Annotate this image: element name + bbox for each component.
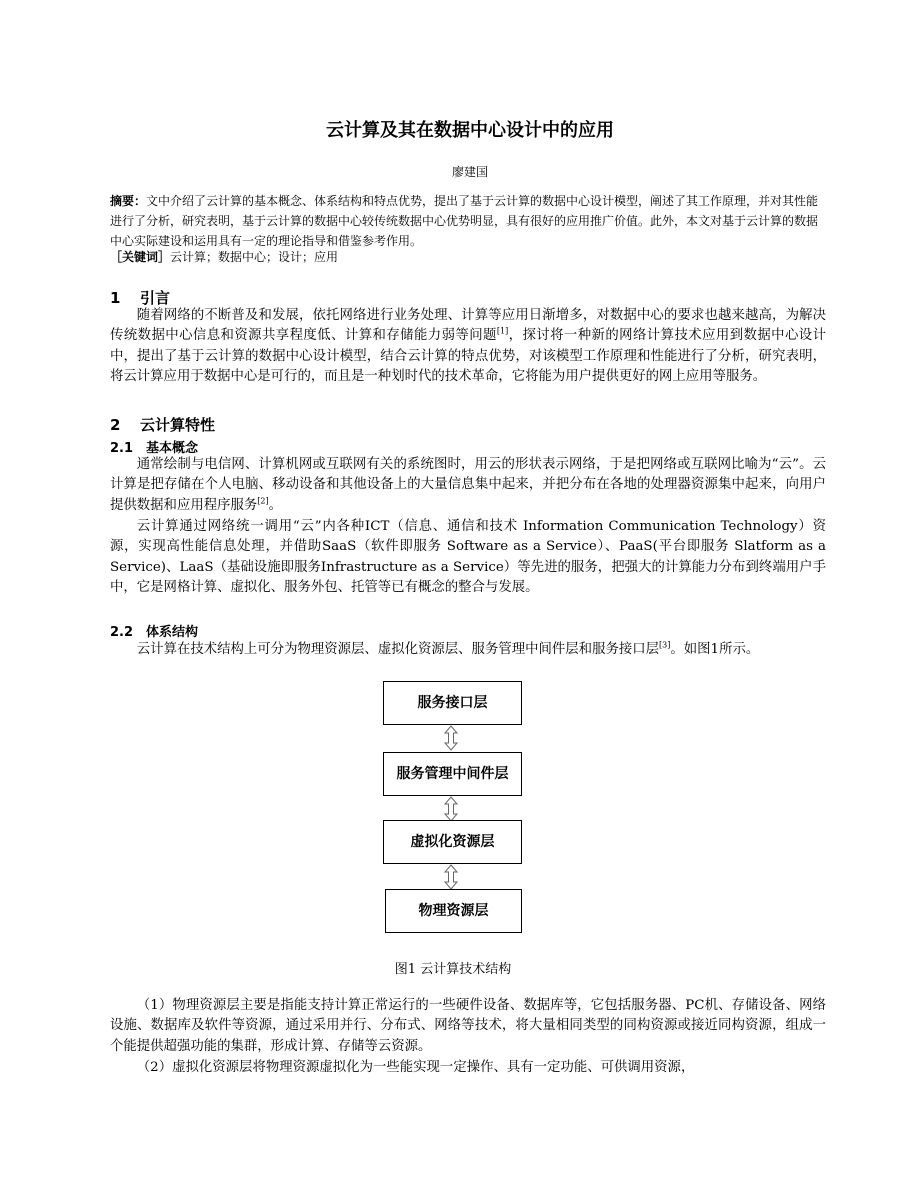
keywords: [110, 247, 826, 267]
figure-caption: 图1 云计算技术结构: [394, 962, 512, 977]
abstract-text: 文中介绍了云计算的基本概念、体系结构和特点优势，提出了基于云计算的数据中心设计模型，阐述了其工作原理，并对其性能进行了分析，研究表明，基于云计算的数据中心较传统数据中心优势明显，具有很好的应用推广价值。此外，本文对基于云计算的数据中心实际建设和运用具有一定的理论指导和借鉴参考作用。: [110, 194, 819, 248]
paragraph-text: 随着网络的不断普及和发展，依托网络进行业务处理、计算等应用日渐增多，对数据中心的要求也越来越高，为解决传统数据中心信息和资源共享程度低、计算和存储能力弱等问题: [110, 308, 826, 344]
layer-box-service-middleware: 服务管理中间件层: [383, 752, 522, 796]
subsection-title: 体系结构: [146, 625, 199, 640]
section-title: 云计算特性: [140, 416, 216, 434]
layer-box-service-interface: 服务接口层: [383, 681, 522, 725]
paragraph-text: 云计算在技术结构上可分为物理资源层、虚拟化资源层、服务管理中间件层和服务接口层: [136, 642, 660, 657]
paragraph-basic-concept: [110, 455, 826, 516]
subsection-heading-2-2: [110, 621, 198, 640]
paper-author: 廖建国: [451, 165, 488, 179]
paragraph-intro: [110, 306, 826, 388]
paragraph-physical-layer: （1）物理资源层主要是指能支持计算正常运行的一些硬件设备、数据库等，它包括服务器、PC机、存储设备、网络设施、数据库及软件等资源，通过采用并行、分布式、网络等技术，将大量相同类型的同构资源或接近同构资源，组成一个能提供超强功能的集群，形成计算、存储等云资源。: [110, 998, 826, 1054]
paragraph-text: 。: [268, 497, 283, 513]
subsection-title: 基本概念: [146, 441, 199, 456]
citation: [3]: [659, 640, 671, 650]
paragraph-text: ，探讨将一种新的网络计算技术应用到数据中心设计中，提出了基于云计算的数据中心设计模型，结合云计算的特点优势，对该模型工作原理和性能进行了分析，研究表明，将云计算应用于数据中心是可行的，而且是一种划时代的技术革命，它将能为用户提供更好的网上应用等服务。: [110, 328, 827, 385]
paragraph-architecture: [110, 640, 826, 660]
abstract-label: 摘要：: [110, 194, 147, 208]
double-arrow-icon: [443, 864, 459, 890]
citation: [1]: [496, 326, 509, 336]
section-heading-2: [110, 414, 215, 435]
paper-title: 云计算及其在数据中心设计中的应用: [326, 120, 614, 141]
layer-box-virtual-resources: 虚拟化资源层: [383, 820, 522, 864]
section-number: 2: [110, 416, 121, 434]
section-heading-1: [110, 287, 170, 308]
double-arrow-icon: [443, 796, 459, 822]
abstract: [110, 191, 826, 251]
paragraph-virtual-layer: （2）虚拟化资源层将物理资源虚拟化为一些能实现一定操作、具有一定功能、可供调用资源，: [136, 1060, 695, 1075]
paragraph-cloud-services: 云计算通过网络统一调用“云”内各种ICT（信息、通信和技术 Information Communication Technology）资源，实现高性能信息处理，并借助SaaS（软件即服务 Software as a Service）、PaaS(平台即服务 Slatform as a Service)、LaaS（基础设施即服务Infrastructure as a Service）等先进的服务，把强大的计算能力分布到终端用户手中，它是网格计算、虚拟化、服务外包、托管等已有概念的整合与发展。: [110, 519, 826, 596]
section-number: 1: [110, 289, 121, 307]
layer-box-physical-resources: 物理资源层: [385, 889, 522, 933]
citation: [2]: [257, 496, 269, 506]
subsection-number: 2.1: [110, 441, 134, 456]
subsection-heading-2-1: [110, 437, 198, 456]
section-title: 引言: [140, 289, 171, 307]
keywords-label: ［关键词］: [110, 250, 171, 264]
paragraph-text: 通常绘制与电信网、计算机网或互联网有关的系统图时，用云的形状表示网络，于是把网络或互联网比喻为“云”。云计算是把存储在个人电脑、移动设备和其他设备上的大量信息集中起来，并把分布在各地的处理器资源集中起来，向用户提供数据和应用程序服务: [110, 457, 826, 513]
keywords-text: 云计算；数据中心；设计；应用: [170, 250, 339, 264]
subsection-number: 2.2: [110, 625, 134, 640]
double-arrow-icon: [443, 725, 459, 751]
paragraph-text: 。如图1所示。: [670, 642, 760, 657]
